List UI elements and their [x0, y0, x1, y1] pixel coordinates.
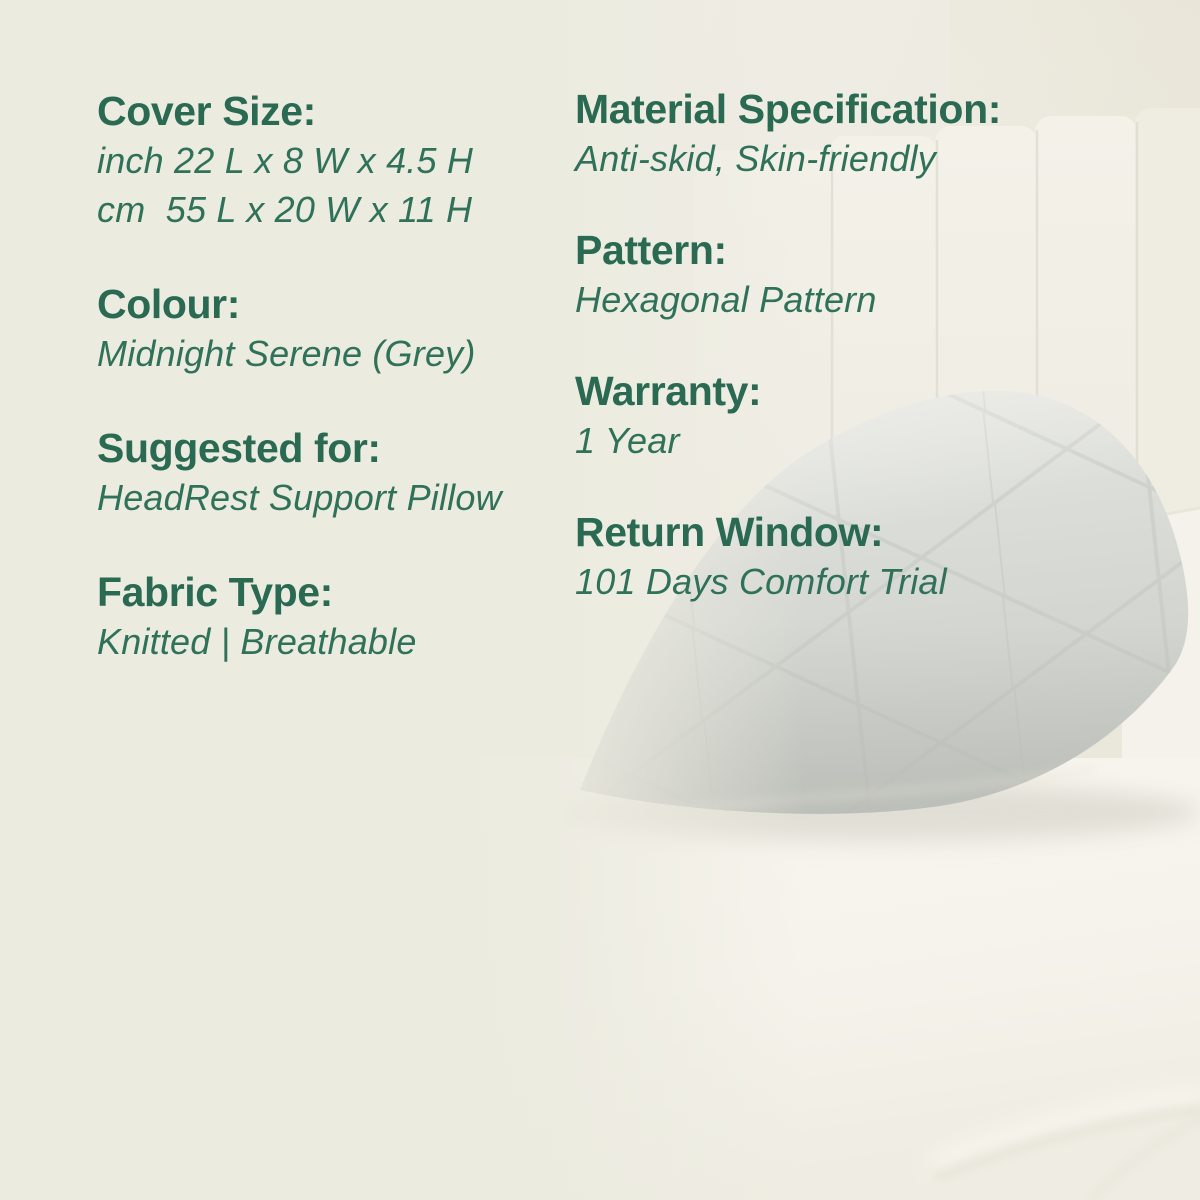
spec-value-fabric-type: Knitted | Breathable	[97, 621, 417, 662]
spec-value-material: Anti-skid, Skin-friendly	[575, 138, 936, 179]
spec-fabric-type	[97, 567, 557, 666]
spec-label-return-window: Return Window:	[575, 509, 884, 555]
spec-label-material: Material Specification:	[575, 86, 1001, 132]
spec-label-cover-size: Cover Size:	[97, 88, 316, 134]
spec-value-pattern: Hexagonal Pattern	[575, 279, 877, 320]
spec-colour	[97, 279, 557, 378]
spec-return-window	[575, 507, 1155, 606]
spec-label-pattern: Pattern:	[575, 227, 727, 273]
spec-value-cover-size-inch: inch 22 L x 8 W x 4.5 H	[97, 140, 474, 181]
spec-value-suggested-for: HeadRest Support Pillow	[97, 477, 502, 518]
spec-label-warranty: Warranty:	[575, 368, 762, 414]
spec-label-fabric-type: Fabric Type:	[97, 569, 333, 615]
spec-pattern	[575, 225, 1155, 324]
spec-label-suggested-for: Suggested for:	[97, 425, 381, 471]
spec-suggested-for	[97, 423, 557, 522]
spec-value-return-window: 101 Days Comfort Trial	[575, 561, 947, 602]
spec-column-right	[575, 84, 1155, 648]
spec-value-colour: Midnight Serene (Grey)	[97, 333, 476, 374]
spec-label-colour: Colour:	[97, 281, 240, 327]
spec-value-warranty: 1 Year	[575, 420, 680, 461]
spec-warranty	[575, 366, 1155, 465]
spec-column-left	[97, 86, 557, 711]
spec-cover-size	[97, 86, 557, 234]
spec-material	[575, 84, 1155, 183]
spec-value-cover-size-cm: cm 55 L x 20 W x 11 H	[97, 189, 473, 230]
